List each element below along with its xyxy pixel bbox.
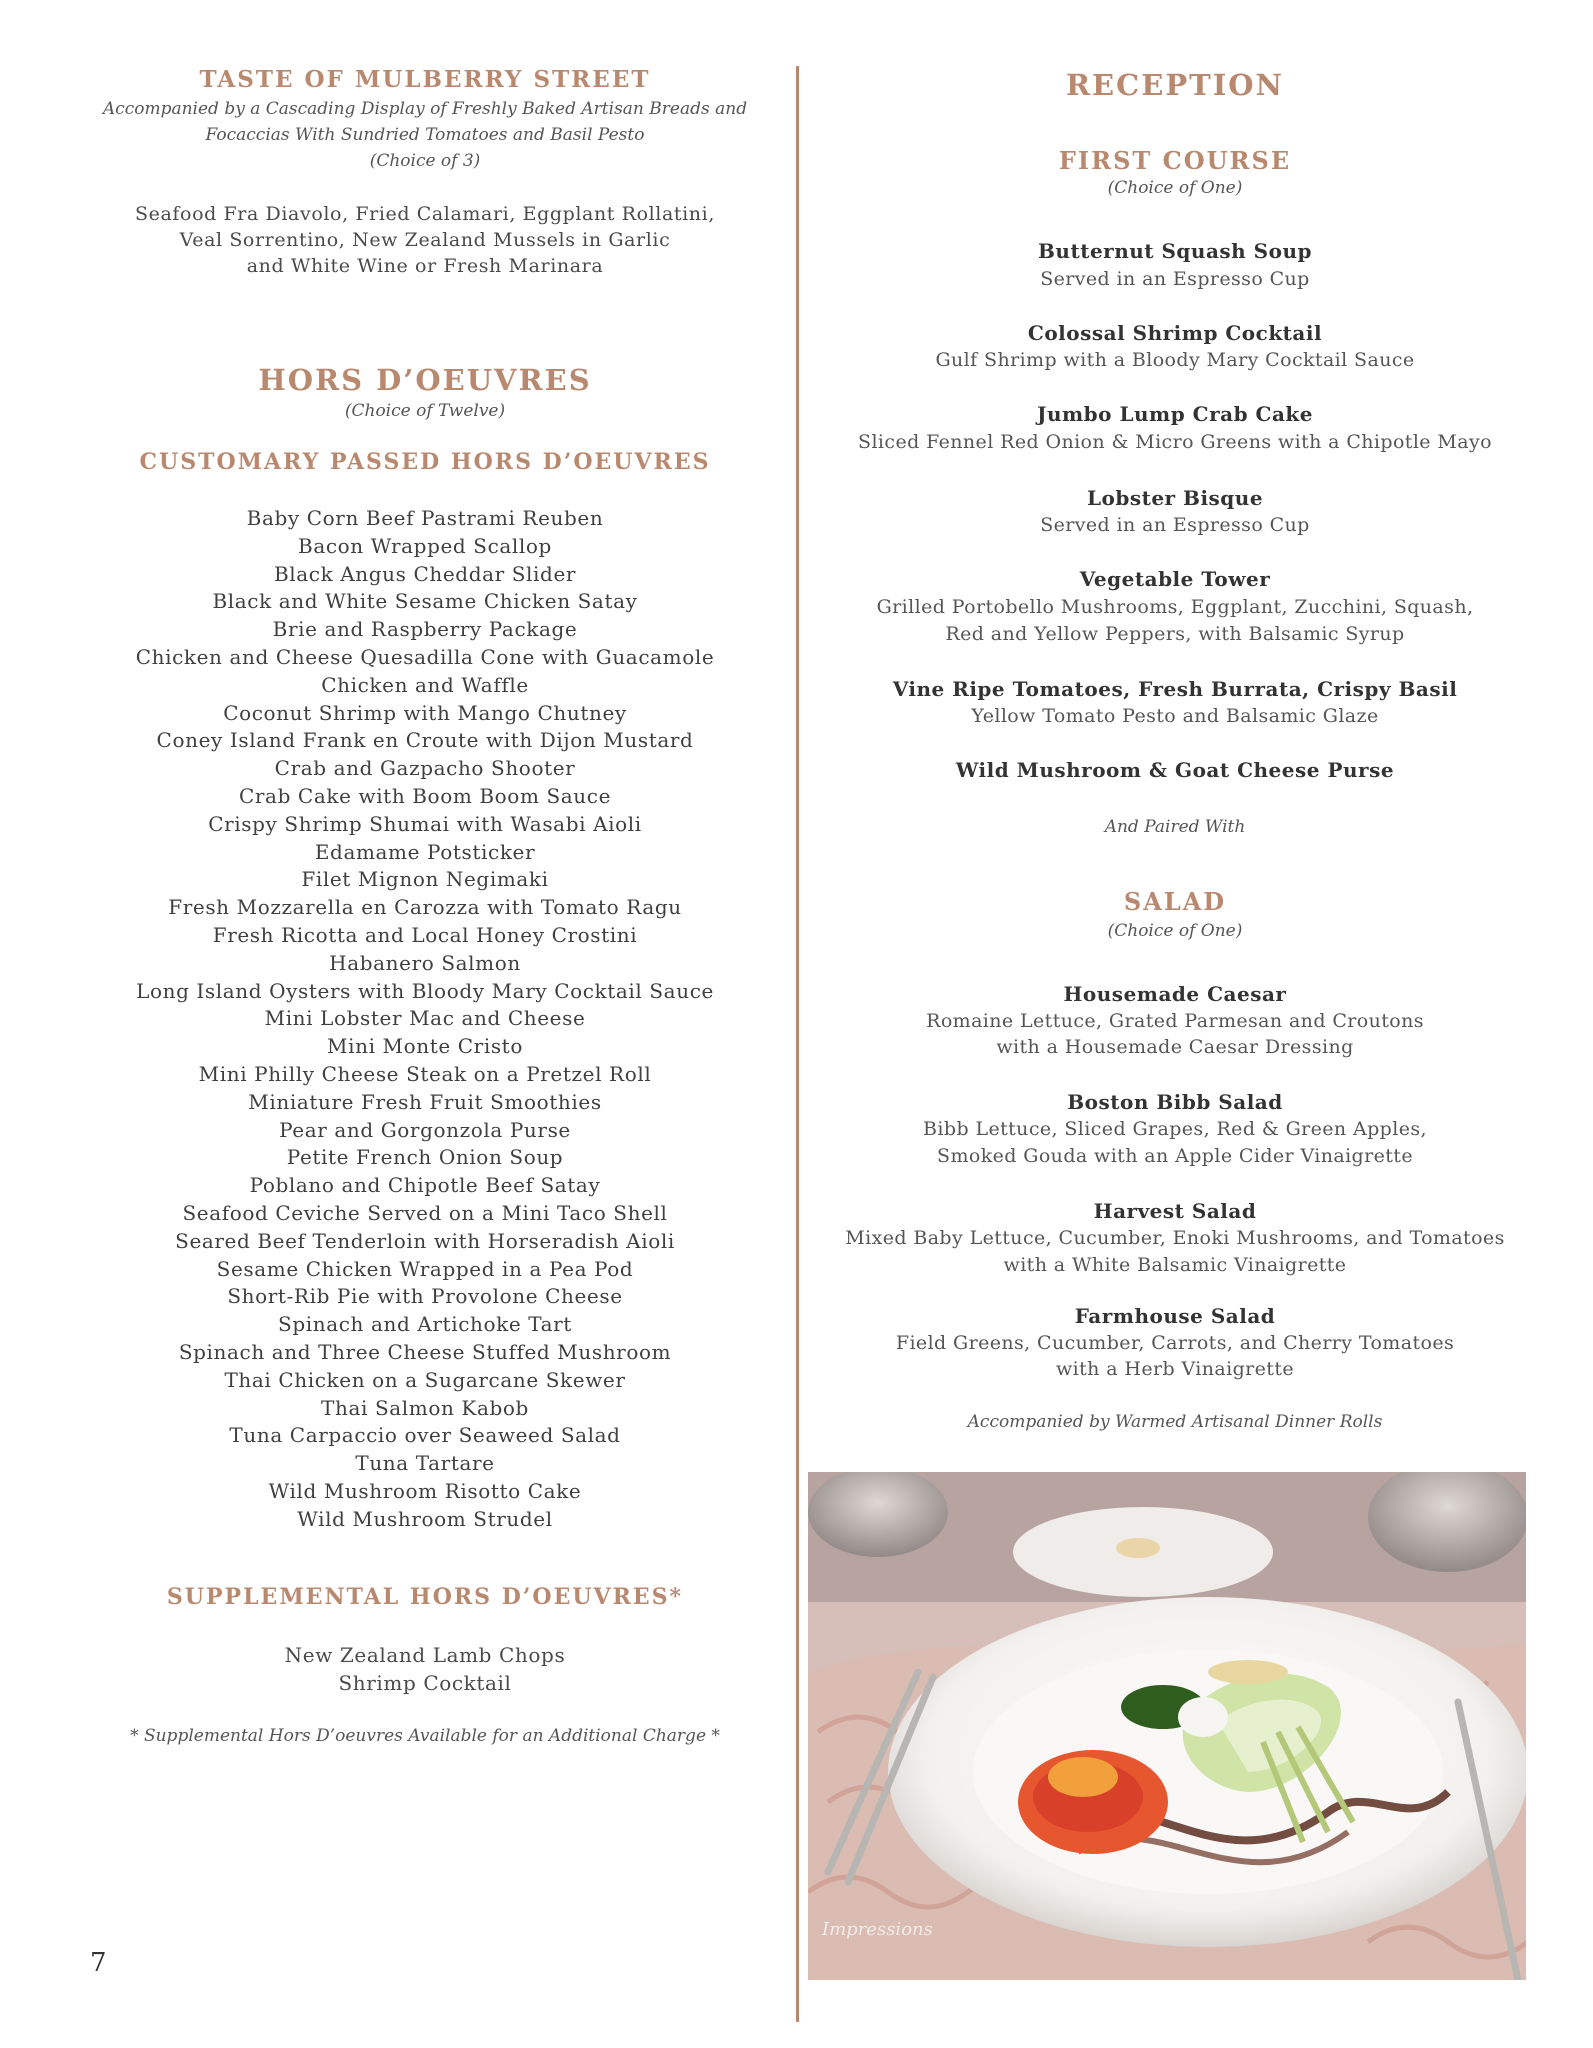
fc-item-7-name: Wild Mushroom & Goat Cheese Purse	[955, 758, 1395, 782]
salad-item-3-desc-1: Mixed Baby Lettuce, Cucumber, Enoki Mushrooms, and Tomatoes	[845, 1227, 1505, 1249]
salad-note: Accompanied by Warmed Artisanal Dinner Rolls	[967, 1412, 1383, 1432]
taste-items-3: and White Wine or Fresh Marinara	[246, 255, 604, 277]
hors-item: Mini Lobster Mac and Cheese	[264, 1006, 586, 1031]
supplemental-item-1: New Zealand Lamb Chops	[284, 1643, 566, 1667]
hors-item: Sesame Chicken Wrapped in a Pea Pod	[216, 1256, 634, 1281]
hors-item: Thai Salmon Kabob	[321, 1395, 529, 1420]
column-divider	[796, 66, 799, 2022]
supplemental-note: * Supplemental Hors D’oeuvres Available for an Additional Charge *	[130, 1726, 720, 1746]
hors-item: Chicken and Waffle	[321, 672, 529, 697]
fc-item-1-name: Butternut Squash Soup	[1038, 239, 1312, 263]
hors-item: Tuna Carpaccio over Seaweed Salad	[229, 1423, 621, 1448]
salad-item-1-desc-2: with a Housemade Caesar Dressing	[996, 1036, 1354, 1058]
fc-item-1-desc: Served in an Espresso Cup	[1040, 268, 1310, 290]
taste-items-2: Veal Sorrentino, New Zealand Mussels in Garlic	[179, 229, 671, 251]
fc-item-2-desc: Gulf Shrimp with a Bloody Mary Cocktail Sauce	[935, 349, 1415, 371]
hors-item: Wild Mushroom Risotto Cake	[268, 1478, 582, 1503]
salad-title: SALAD	[1123, 887, 1227, 916]
salad-item-3-desc-2: with a White Balsamic Vinaigrette	[1003, 1254, 1347, 1276]
hors-item: Baby Corn Beef Pastrami Reuben	[246, 506, 604, 530]
hors-item: Crispy Shrimp Shumai with Wasabi Aioli	[208, 811, 642, 836]
taste-subtitle-1: Accompanied by a Cascading Display of Freshly Baked Artisan Breads and	[102, 99, 748, 119]
fc-item-3-name: Jumbo Lump Crab Cake	[1037, 402, 1313, 426]
fc-item-3-desc: Sliced Fennel Red Onion & Micro Greens with a Chipotle Mayo	[858, 431, 1492, 453]
salad-item-2-name: Boston Bibb Salad	[1067, 1090, 1283, 1114]
salad-plate-photo	[808, 1472, 1526, 1980]
reception-title: RECEPTION	[1065, 68, 1285, 102]
photo-watermark: Impressions	[822, 1919, 933, 1940]
hors-title: HORS D’OEUVRES	[258, 363, 592, 397]
hors-item: Thai Chicken on a Sugarcane Skewer	[224, 1367, 626, 1392]
hors-item: Tuna Tartare	[355, 1451, 495, 1476]
hors-item: Wild Mushroom Strudel	[297, 1506, 553, 1531]
salad-item-4-desc-2: with a Herb Vinaigrette	[1055, 1358, 1295, 1380]
customary-title: CUSTOMARY PASSED HORS D’OEUVRES	[139, 449, 711, 475]
first-course-choice: (Choice of One)	[1107, 178, 1243, 198]
hors-item: Long Island Oysters with Bloody Mary Cocktail Sauce	[136, 978, 714, 1003]
paired-with: And Paired With	[1104, 817, 1246, 837]
salad-item-4-name: Farmhouse Salad	[1074, 1304, 1276, 1328]
first-course-title: FIRST COURSE	[1058, 146, 1292, 175]
hors-item: Filet Mignon Negimaki	[301, 867, 549, 892]
fc-item-2-name: Colossal Shrimp Cocktail	[1027, 321, 1323, 345]
hors-item: Poblano and Chipotle Beef Satay	[249, 1173, 601, 1198]
hors-item: Petite French Onion Soup	[286, 1145, 564, 1170]
salad-item-4-desc-1: Field Greens, Cucumber, Carrots, and Cherry Tomatoes	[895, 1332, 1455, 1354]
photo-illustration	[808, 1472, 1526, 1980]
hors-item: Mini Monte Cristo	[327, 1034, 523, 1059]
salad-item-1-name: Housemade Caesar	[1063, 982, 1287, 1006]
hors-item: Spinach and Artichoke Tart	[278, 1312, 572, 1337]
hors-item: Seared Beef Tenderloin with Horseradish Aioli	[175, 1228, 675, 1253]
page-number: 7	[90, 1948, 107, 1978]
hors-item: Short-Rib Pie with Provolone Cheese	[227, 1284, 623, 1309]
salad-item-3-name: Harvest Salad	[1093, 1199, 1257, 1223]
taste-subtitle-2: Focaccias With Sundried Tomatoes and Basil Pesto	[205, 125, 645, 145]
hors-item: Crab Cake with Boom Boom Sauce	[238, 783, 612, 808]
hors-item: Black Angus Cheddar Slider	[273, 561, 577, 586]
hors-choice: (Choice of Twelve)	[344, 401, 506, 421]
hors-item: Habanero Salmon	[329, 950, 521, 975]
taste-items-1: Seafood Fra Diavolo, Fried Calamari, Eggplant Rollatini,	[135, 203, 715, 225]
hors-list	[80, 505, 770, 1533]
hors-item: Miniature Fresh Fruit Smoothies	[248, 1089, 602, 1114]
hors-item: Fresh Mozzarella en Carozza with Tomato Ragu	[168, 895, 682, 920]
hors-item: Coney Island Frank en Croute with Dijon Mustard	[156, 728, 694, 753]
supplemental-item-2: Shrimp Cocktail	[338, 1671, 512, 1695]
taste-title: TASTE OF MULBERRY STREET	[199, 66, 651, 93]
fc-item-5-desc-2: Red and Yellow Peppers, with Balsamic Syrup	[945, 623, 1405, 645]
hors-item: Fresh Ricotta and Local Honey Crostini	[212, 922, 638, 947]
salad-item-2-desc-2: Smoked Gouda with an Apple Cider Vinaigrette	[937, 1145, 1413, 1167]
hors-item: Edamame Potsticker	[314, 839, 536, 864]
salad-choice: (Choice of One)	[1107, 921, 1243, 941]
salad-item-1-desc-1: Romaine Lettuce, Grated Parmesan and Croutons	[926, 1010, 1424, 1032]
hors-item: Seafood Ceviche Served on a Mini Taco Shell	[182, 1200, 668, 1225]
hors-item: Brie and Raspberry Package	[272, 617, 578, 642]
supplemental-title: SUPPLEMENTAL HORS D’OEUVRES*	[166, 1584, 684, 1610]
hors-item: Coconut Shrimp with Mango Chutney	[223, 700, 627, 725]
hors-item: Black and White Sesame Chicken Satay	[212, 589, 638, 614]
fc-item-4-desc: Served in an Espresso Cup	[1040, 514, 1310, 536]
hors-item: Bacon Wrapped Scallop	[298, 533, 552, 558]
hors-item: Mini Philly Cheese Steak on a Pretzel Roll	[198, 1061, 652, 1086]
hors-item: Spinach and Three Cheese Stuffed Mushroom	[178, 1339, 672, 1364]
fc-item-5-desc-1: Grilled Portobello Mushrooms, Eggplant, Zucchini, Squash,	[876, 596, 1474, 618]
salad-item-2-desc-1: Bibb Lettuce, Sliced Grapes, Red & Green Apples,	[923, 1118, 1427, 1140]
hors-item: Chicken and Cheese Quesadilla Cone with Guacamole	[135, 644, 715, 669]
hors-item: Pear and Gorgonzola Purse	[279, 1117, 571, 1142]
fc-item-6-desc: Yellow Tomato Pesto and Balsamic Glaze	[971, 705, 1379, 727]
fc-item-4-name: Lobster Bisque	[1086, 486, 1264, 510]
hors-item: Crab and Gazpacho Shooter	[274, 756, 576, 781]
fc-item-6-name: Vine Ripe Tomatoes, Fresh Burrata, Crispy Basil	[892, 677, 1458, 701]
fc-item-5-name: Vegetable Tower	[1079, 567, 1271, 591]
taste-choice: (Choice of 3)	[369, 151, 481, 171]
